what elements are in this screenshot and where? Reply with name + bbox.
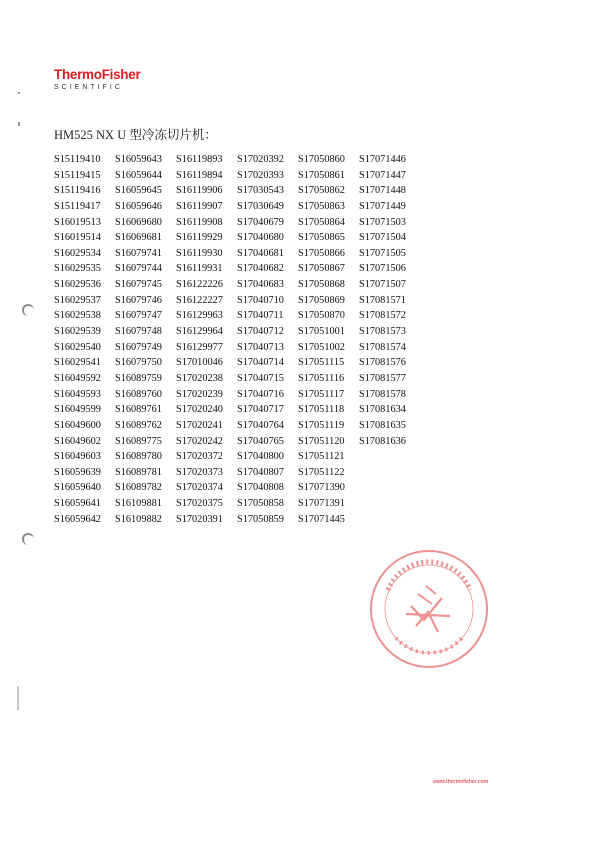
serial-column [237,152,298,527]
serial-number: S16089762 [115,419,162,431]
serial-number: S16029540 [54,341,101,353]
serial-number: S16119931 [176,263,223,275]
serial-number: S16059639 [54,466,101,478]
serial-number: S16129977 [176,341,223,353]
serial-number: S16119907 [176,200,223,212]
serial-number: S15119416 [54,185,101,197]
serial-number: S16129963 [176,310,223,322]
serial-column [359,152,420,527]
serial-number: S17050870 [298,310,345,322]
serial-number: S17020242 [176,435,223,447]
serial-number: S16069680 [115,216,162,228]
serial-number: S16049602 [54,435,101,447]
serial-number: S17051002 [298,341,345,353]
serial-number: S17081577 [359,372,406,384]
serial-number: S17051116 [298,372,345,384]
serial-number: S17040717 [237,404,284,416]
serial-number: S17071507 [359,279,406,291]
serial-column [298,152,359,527]
serial-number: S16059643 [115,154,162,165]
serial-number: S17050869 [298,294,345,306]
serial-number: S17040716 [237,388,284,400]
serial-number: S16029541 [54,357,101,369]
serial-number: S17081574 [359,341,406,353]
serial-number: S16119908 [176,216,223,228]
serial-number: S16029535 [54,263,101,275]
serial-number: S17030649 [237,200,284,212]
serial-number: S16089781 [115,466,162,478]
serial-number: S17050863 [298,200,345,212]
serial-column [54,152,115,527]
footer-website: www.thermofisher.com [433,779,489,785]
serial-number: S17051119 [298,419,345,431]
serial-number: S17051001 [298,326,345,338]
serial-number: S16059640 [54,482,101,494]
serial-number: S17051115 [298,357,345,369]
serial-number: S17020393 [237,169,284,181]
serial-number: S17081571 [359,294,406,306]
serial-number: S16119906 [176,185,223,197]
serial-number: S17081634 [359,404,406,416]
serial-number: S16079747 [115,310,162,322]
serial-number: S17040682 [237,263,284,275]
serial-number: S16079745 [115,279,162,291]
serial-number: S17040808 [237,482,284,494]
serial-number: S15119415 [54,169,101,181]
serial-number: S16049592 [54,372,101,384]
serial-number: S17020240 [176,404,223,416]
serial-number: S17081578 [359,388,406,400]
serial-number: S17071390 [298,482,345,494]
serial-number: S16089775 [115,435,162,447]
serial-number: S17040807 [237,466,284,478]
scan-mark [18,92,20,94]
serial-number: S16089759 [115,372,162,384]
serial-number: S16029538 [54,310,101,322]
serial-number: S16079746 [115,294,162,306]
serial-number: S17071448 [359,185,406,197]
serial-number: S16119930 [176,247,223,259]
serial-number: S16059646 [115,200,162,212]
serial-number: S17040714 [237,357,284,369]
serial-number: S17040713 [237,341,284,353]
serial-number: S17081572 [359,310,406,322]
scan-mark [18,122,20,126]
serial-number: S17051120 [298,435,345,447]
serial-number: S17010046 [176,357,223,369]
serial-number: S17040711 [237,310,284,322]
serial-number: S17040765 [237,435,284,447]
serial-number: S17020239 [176,388,223,400]
serial-number: S16129964 [176,326,223,338]
serial-number: S17071505 [359,247,406,259]
serial-number: S16059642 [54,513,101,525]
serial-number: S17050866 [298,247,345,259]
serial-number: S16122227 [176,294,223,306]
serial-number: S16079749 [115,341,162,353]
serial-number: S17050858 [237,498,284,510]
serial-number: S17020238 [176,372,223,384]
serial-number: S17071446 [359,154,406,165]
serial-number: S16089780 [115,451,162,463]
serial-number: S16079744 [115,263,162,275]
punch-hole-bottom [22,533,34,545]
serial-number: S16079750 [115,357,162,369]
serial-number: S17040800 [237,451,284,463]
serial-number: S16029537 [54,294,101,306]
serial-column [176,152,237,527]
serial-number: S17081576 [359,357,406,369]
serial-number: S17020374 [176,482,223,494]
serial-number: S16089760 [115,388,162,400]
serial-number: S17020373 [176,466,223,478]
serial-number: S17050861 [298,169,345,181]
serial-number: S16122226 [176,279,223,291]
scan-mark [17,686,19,710]
serial-number: S17020392 [237,154,284,165]
serial-number: S17050864 [298,216,345,228]
logo-subtitle: SCIENTIFIC [54,84,123,91]
serial-number: S16109881 [115,498,162,510]
serial-column [115,152,176,527]
serial-number: S17051122 [298,466,345,478]
punch-hole-top [22,304,34,316]
serial-number: S17071447 [359,169,406,181]
serial-number: S16119894 [176,169,223,181]
serial-number: S17081635 [359,419,406,431]
serial-number: S16019513 [54,216,101,228]
serial-number: S17051118 [298,404,345,416]
serial-number: S17040680 [237,232,284,244]
serial-number: S17050860 [298,154,345,165]
serial-number: S16049599 [54,404,101,416]
serial-number: S17050868 [298,279,345,291]
serial-number: S17020375 [176,498,223,510]
serial-number: S17081573 [359,326,406,338]
serial-number: S17040683 [237,279,284,291]
serial-number: S16079748 [115,326,162,338]
serial-number: S17071391 [298,498,345,510]
logo-wordmark: ThermoFisher [54,67,141,82]
serial-number: S17040712 [237,326,284,338]
serial-number: S17071503 [359,216,406,228]
serial-number: S17020241 [176,419,223,431]
serial-number: S16049600 [54,419,101,431]
serial-number: S17071449 [359,200,406,212]
serial-number: S16029539 [54,326,101,338]
serial-number: S16119893 [176,154,223,165]
serial-number: S15119410 [54,154,101,165]
serial-number: S17050865 [298,232,345,244]
serial-number: S17020391 [176,513,223,525]
serial-number: S16059645 [115,185,162,197]
serial-number: S16029534 [54,247,101,259]
serial-number: S17050859 [237,513,284,525]
serial-number: S17040764 [237,419,284,431]
serial-number: S17050867 [298,263,345,275]
serial-number-list [54,152,420,527]
serial-number: S16109882 [115,513,162,525]
serial-number: S16089782 [115,482,162,494]
serial-number: S17051117 [298,388,345,400]
serial-number: S16019514 [54,232,101,244]
serial-number: S17071504 [359,232,406,244]
serial-number: S16059644 [115,169,162,181]
serial-number: S16079741 [115,247,162,259]
serial-number: S16049603 [54,451,101,463]
serial-number: S16029536 [54,279,101,291]
thermofisher-logo [54,68,140,92]
serial-number: S16089761 [115,404,162,416]
serial-number: S15119417 [54,200,101,212]
serial-number: S17050862 [298,185,345,197]
serial-number: S16049593 [54,388,101,400]
serial-number: S17040681 [237,247,284,259]
serial-number: S16119929 [176,232,223,244]
serial-number: S17071506 [359,263,406,275]
serial-number: S16069681 [115,232,162,244]
serial-number: S17020372 [176,451,223,463]
document-title: HM525 NX U 型冷冻切片机： [54,128,217,142]
serial-number: S17051121 [298,451,345,463]
red-circular-seal-icon [366,546,492,672]
serial-number: S17081636 [359,435,406,447]
serial-number: S17030543 [237,185,284,197]
serial-number: S17040710 [237,294,284,306]
serial-number: S16059641 [54,498,101,510]
serial-number: S17071445 [298,513,345,525]
serial-number: S17040679 [237,216,284,228]
serial-number: S17040715 [237,372,284,384]
